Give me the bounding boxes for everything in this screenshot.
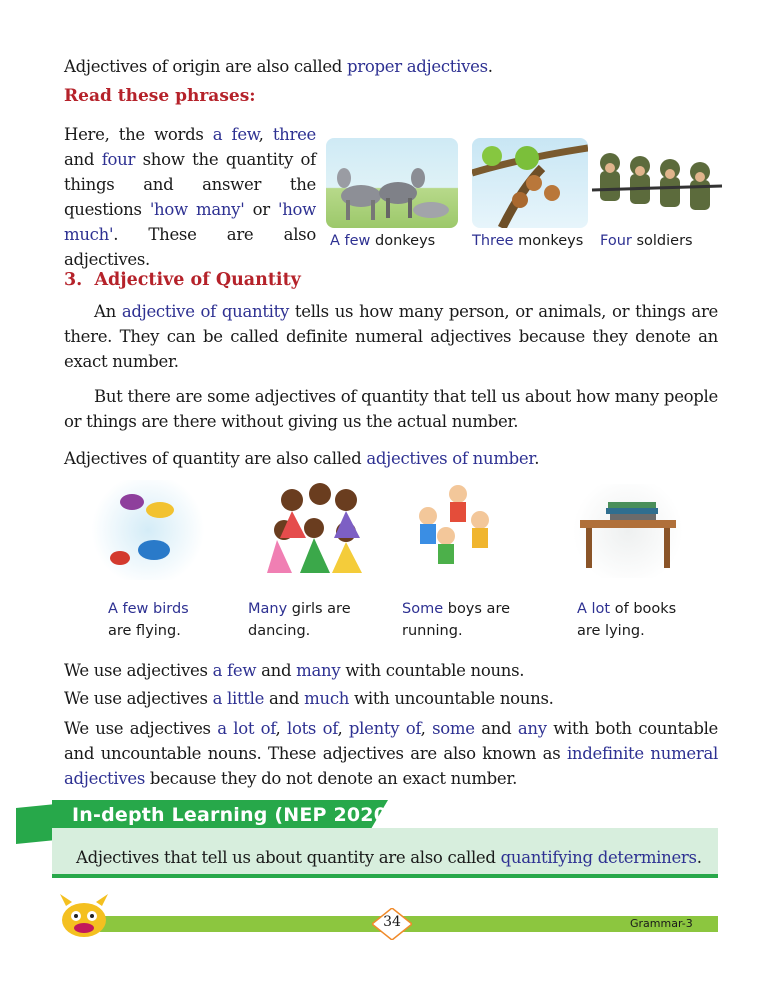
section-title: Adjective of Quantity	[94, 270, 301, 290]
term-indefinite-numeral-adjectives: indefinite numeral adjectives	[64, 744, 718, 788]
rule-text: ,	[420, 719, 433, 738]
caption-highlight: Some	[402, 601, 444, 617]
term-any: any	[517, 719, 547, 738]
caption-books	[577, 598, 676, 642]
proper-adjectives-term: proper adjectives	[347, 57, 488, 76]
quantity-paragraph-1	[64, 299, 718, 374]
term-much: much	[304, 689, 350, 708]
caption-text: donkeys	[370, 233, 436, 249]
term-a-lot-of: a lot of	[217, 719, 276, 738]
caption-text: are flying.	[108, 623, 181, 639]
term-a-few: a few	[212, 125, 259, 144]
indepth-title: In-depth Learning (NEP 2020)	[72, 804, 397, 826]
rule-text: ,	[275, 719, 287, 738]
books-picture	[572, 484, 684, 578]
rule-countable	[64, 658, 718, 683]
term-four: four	[101, 150, 136, 169]
caption-text: running.	[402, 623, 463, 639]
term-plenty-of: plenty of	[348, 719, 421, 738]
soldiers-picture	[588, 138, 724, 228]
term-many: many	[296, 661, 341, 680]
soldiers-illustration	[588, 138, 724, 228]
term-quantifying-determiners: quantifying determiners	[500, 848, 697, 867]
caption-highlight: Many	[248, 601, 288, 617]
girls-picture	[262, 478, 372, 580]
term-a-few: a few	[212, 661, 257, 680]
book-title: Grammar-3	[630, 917, 693, 930]
monkeys-picture	[472, 138, 588, 228]
rule-text: We use adjectives	[64, 661, 213, 680]
girls-illustration	[262, 478, 372, 580]
phrase-text: or	[244, 200, 278, 219]
para-text: Adjectives of quantity are also called	[64, 449, 367, 468]
caption-boys	[402, 598, 510, 642]
caption-donkeys	[330, 230, 435, 252]
term-adjective-of-quantity: adjective of quantity	[121, 302, 290, 321]
rule-text: and	[264, 689, 305, 708]
caption-highlight: Four	[600, 233, 632, 249]
donkeys-illustration	[326, 138, 458, 228]
section-heading	[64, 270, 301, 290]
monster-mascot-icon	[56, 892, 112, 940]
para-text: An	[94, 302, 122, 321]
birds-picture	[92, 480, 204, 580]
rule-text: ,	[337, 719, 349, 738]
boys-picture	[406, 480, 500, 578]
caption-text: soldiers	[631, 233, 693, 249]
boys-illustration	[406, 480, 500, 578]
rule-text: We use adjectives	[64, 689, 213, 708]
section-number: 3.	[64, 270, 83, 290]
phrase-text: . These are also adjectives.	[64, 225, 316, 269]
rule-text: with countable nouns.	[340, 661, 525, 680]
indepth-period: .	[696, 848, 702, 867]
rule-text: We use adjectives	[64, 719, 218, 738]
rule-uncountable	[64, 686, 718, 711]
monkeys-illustration	[472, 138, 588, 228]
phrase-text: Here, the words	[64, 125, 213, 144]
caption-text: girls are	[287, 601, 351, 617]
caption-text: monkeys	[513, 233, 584, 249]
term-how-much: 'how much'	[64, 200, 316, 244]
caption-soldiers	[600, 230, 693, 252]
page-number: 34	[383, 914, 401, 930]
term-lots-of: lots of	[286, 719, 338, 738]
caption-text: dancing.	[248, 623, 311, 639]
rule-text: and	[474, 719, 518, 738]
term-some: some	[432, 719, 475, 738]
para-text: .	[534, 449, 540, 468]
para-text: tells us how many person, or animals, or things are there. They can be called definite numeral adjectives because they denote an exact number.	[64, 302, 719, 371]
intro-text: Adjectives of origin are also called	[64, 57, 348, 76]
rule-text: and	[256, 661, 297, 680]
donkeys-picture	[326, 138, 458, 228]
birds-illustration	[92, 480, 204, 580]
quantity-paragraph-2: But there are some adjectives of quantity that tell us about how many people or things are there without giving us the actual number.	[64, 387, 718, 431]
caption-girls	[248, 598, 351, 642]
caption-highlight: Three	[472, 233, 514, 249]
caption-highlight: A lot	[577, 601, 611, 617]
intro-period: .	[487, 57, 493, 76]
caption-birds	[108, 598, 189, 642]
caption-highlight: A few birds	[108, 601, 189, 617]
term-three: three	[272, 125, 317, 144]
caption-monkeys	[472, 230, 583, 252]
term-a-little: a little	[212, 689, 265, 708]
caption-highlight: A few	[330, 233, 371, 249]
caption-text: are lying.	[577, 623, 645, 639]
phrase-text: show the quantity of things and answer the questions	[64, 150, 316, 219]
phrase-text: and	[64, 150, 102, 169]
table-with-books-illustration	[572, 484, 684, 578]
caption-text: boys are	[443, 601, 511, 617]
indepth-sentence: Adjectives that tell us about quantity are also called	[76, 848, 501, 867]
caption-text: of books	[610, 601, 677, 617]
rule-text: with both countable and uncountable nouns. These adjectives are also known as	[64, 719, 719, 763]
term-adjectives-of-number: adjectives of number	[366, 449, 535, 468]
intro-line	[64, 54, 724, 79]
rule-text: because they do not denote an exact number.	[144, 769, 518, 788]
phrase-text: ,	[258, 125, 273, 144]
quantity-paragraph-3	[64, 446, 718, 471]
read-heading: Read these phrases:	[64, 86, 256, 106]
term-how-many: 'how many'	[149, 200, 245, 219]
rule-text: with uncountable nouns.	[349, 689, 554, 708]
indepth-text	[76, 845, 716, 870]
phrase-paragraph	[64, 122, 316, 272]
rule-both	[64, 716, 718, 791]
